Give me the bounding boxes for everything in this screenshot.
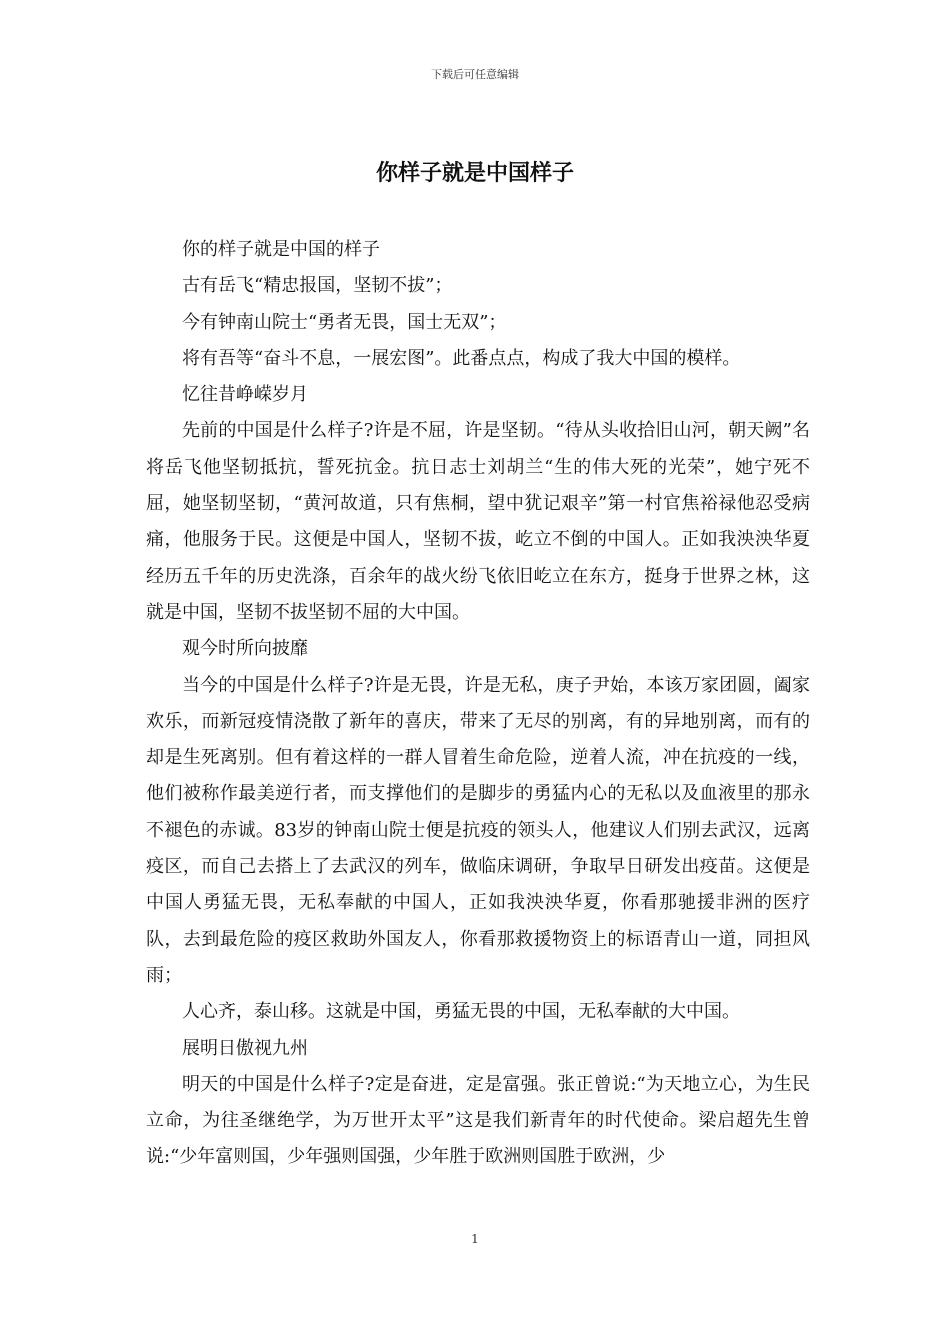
paragraph: 将有吾等“奋斗不息，一展宏图”。此番点点，构成了我大中国的模样。 [182, 347, 741, 369]
page-number: 1 [471, 1232, 479, 1246]
paragraph: 今有钟南山院士“勇者无畏，国士无双”； [182, 311, 507, 333]
section-heading: 观今时所向披靡 [182, 638, 308, 660]
paragraph: 你的样子就是中国的样子 [182, 239, 380, 260]
paragraph: 人心齐，泰山移。这就是中国，勇猛无畏的中国，无私奉献的大中国。 [182, 1001, 740, 1023]
section-heading: 展明日傲视九州 [182, 1037, 308, 1059]
paragraph: 当今的中国是什么样子?许是无畏，许是无私，庚子尹始，本该万家团圆，阖家欢乐，而新冠疫情浇散了新年的喜庆，带来了无尽的别离，有的异地别离，而有的却是生死离别。但有着这样的一群人冒着生命危险，逆着人流，冲在抗疫的一线，他们被称作最美逆行者，而支撑他们的是脚步的勇猛内心的无私以及血液里的那永不褪色的赤诚。83岁的钟南山院士便是抗疫的领头人，他建议人们别去武汉，远离疫区，而自己去搭上了去武汉的列车，做临床调研，争取早日研发出疫苗。这便是中国人勇猛无畏，无私奉献的中国人，正如我泱泱华夏，你看那驰援非洲的医疗队，去到最危险的疫区救助外国友人，你看那救援物资上的标语青山一道，同担风雨； [146, 674, 810, 986]
document-body [146, 232, 810, 1176]
paragraph: 先前的中国是什么样子?许是不屈，许是坚韧。“待从头收拾旧山河，朝天阙”名将岳飞他坚韧抵抗，誓死抗金。抗日志士刘胡兰“生的伟大死的光荣”，她宁死不屈，她坚韧坚韧，“黄河故道，只有焦桐，望中犹记艰辛”第一村官焦裕禄他忍受病痛，他服务于民。这便是中国人，坚韧不拔，屹立不倒的中国人。正如我泱泱华夏经历五千年的历史洗涤，百余年的战火纷飞依旧屹立在东方，挺身于世界之林，这就是中国，坚韧不拔坚韧不屈的大中国。 [146, 420, 810, 623]
section-heading: 忆往昔峥嵘岁月 [182, 384, 308, 406]
document-title: 你样子就是中国样子 [375, 160, 574, 186]
paragraph: 古有岳飞“精忠报国，坚韧不拔”； [182, 275, 453, 297]
header-note: 下载后可任意编辑 [431, 68, 519, 81]
paragraph: 明天的中国是什么样子?定是奋进，定是富强。张正曾说:“为天地立心，为生民立命，为往圣继绝学，为万世开太平”这是我们新青年的时代使命。梁启超先生曾说:“少年富则国，少年强则国强，少年胜于欧洲则国胜于欧洲，少 [146, 1073, 810, 1168]
